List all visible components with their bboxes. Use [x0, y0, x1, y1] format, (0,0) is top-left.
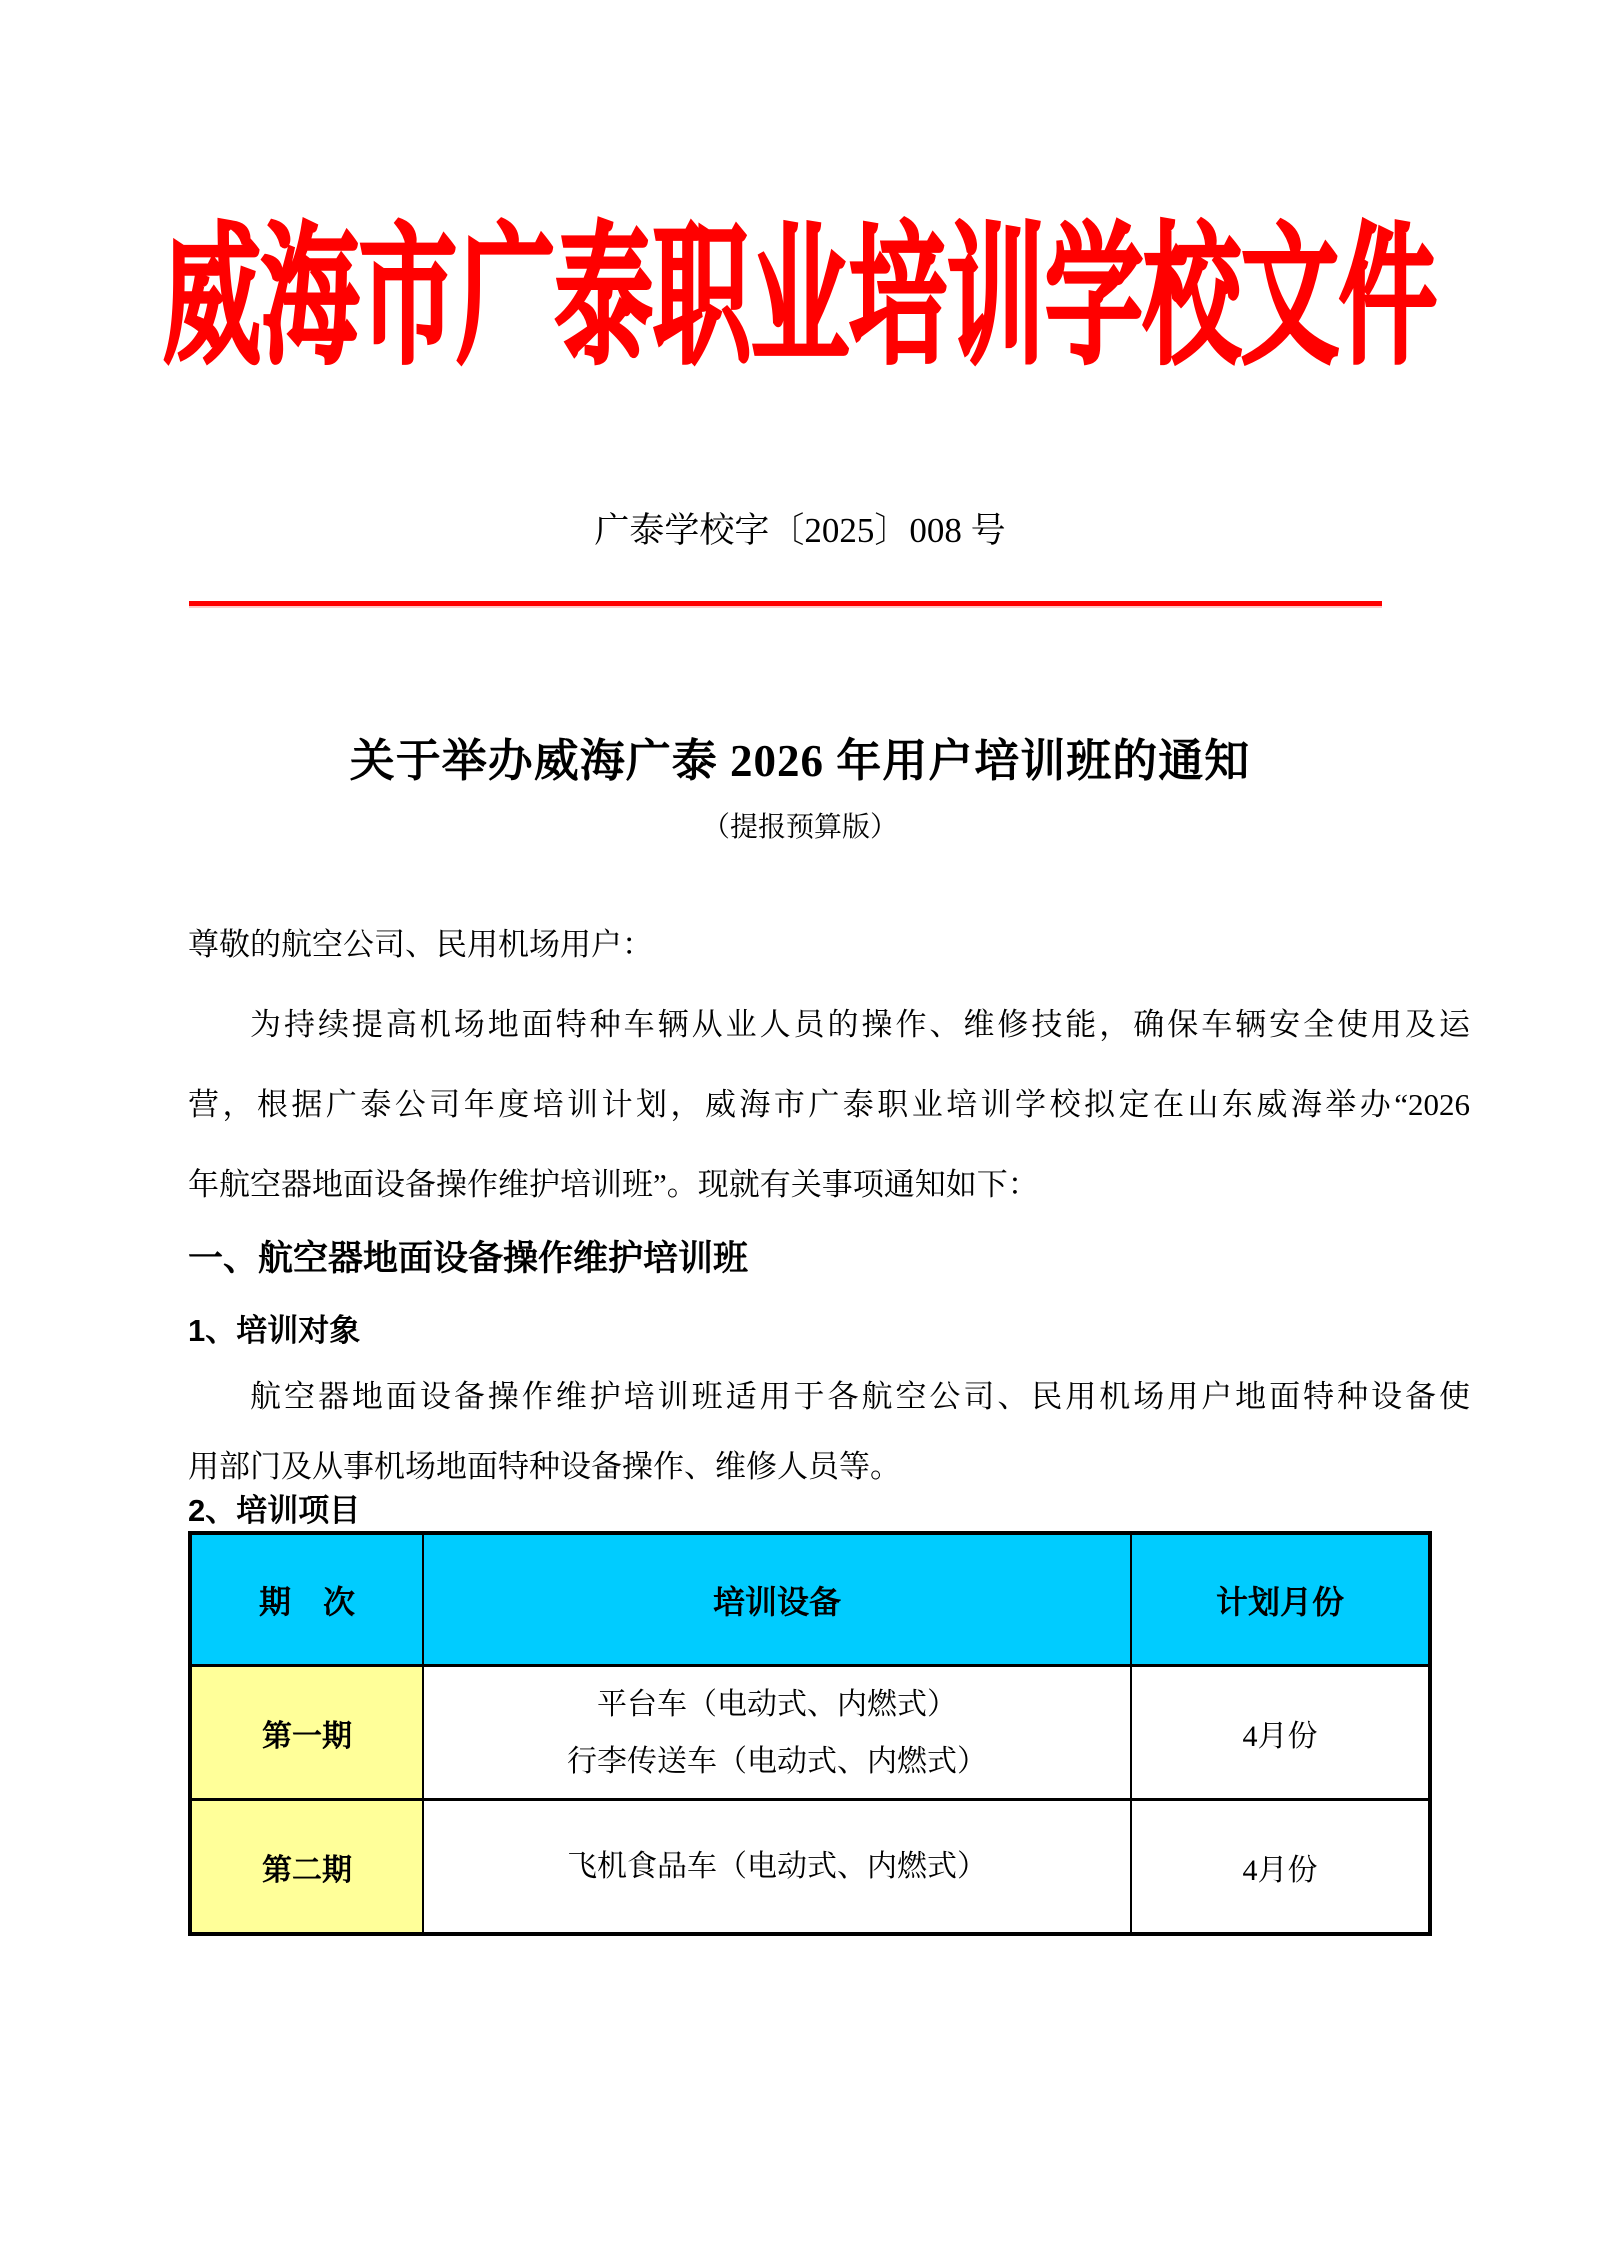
- greeting-line: 尊敬的航空公司、民用机场用户：: [188, 927, 653, 962]
- paragraph-line: 为持续提高机场地面特种车辆从业人员的操作、维修技能，确保车辆安全使用及运: [250, 1007, 1470, 1042]
- table-header-month: 计划月份: [1131, 1533, 1430, 1666]
- paragraph-line: 营，根据广泰公司年度培训计划，威海市广泰职业培训学校拟定在山东威海举办“2026: [188, 1087, 1470, 1122]
- section-heading-1: 一、航空器地面设备操作维护培训班: [188, 1239, 749, 1278]
- paragraph-line: 年航空器地面设备操作维护培训班”。现就有关事项通知如下：: [188, 1167, 1039, 1202]
- notice-title: 关于举办威海广泰 2026 年用户培训班的通知: [349, 736, 1251, 786]
- table-header-phase: 期 次: [190, 1533, 423, 1666]
- document-number: 广泰学校字〔2025〕008 号: [594, 511, 1006, 550]
- month-cell: 4月份: [1131, 1800, 1430, 1935]
- equipment-line: 行李传送车（电动式、内燃式）: [567, 1744, 987, 1778]
- notice-subtitle: （提报预算版）: [701, 812, 898, 843]
- equipment-cell: [423, 1800, 1131, 1935]
- month-cell: 4月份: [1131, 1666, 1430, 1800]
- equipment-line: 平台车（电动式、内燃式）: [597, 1687, 957, 1721]
- paragraph-line: 航空器地面设备操作维护培训班适用于各航空公司、民用机场用户地面特种设备使: [250, 1379, 1470, 1414]
- sub-heading-training-target: 1、培训对象: [188, 1313, 361, 1348]
- training-schedule-table: [188, 1531, 1432, 1936]
- table-row: [190, 1666, 1430, 1800]
- equipment-line: 飞机食品车（电动式、内燃式）: [567, 1850, 987, 1883]
- red-divider-line: [189, 601, 1382, 608]
- phase-cell: 第一期: [190, 1666, 423, 1800]
- phase-cell: 第二期: [190, 1800, 423, 1935]
- table-row: [190, 1800, 1430, 1935]
- paragraph-line: 用部门及从事机场地面特种设备操作、维修人员等。: [188, 1449, 901, 1484]
- table-header-equipment: 培训设备: [423, 1533, 1131, 1666]
- table-header-row: [190, 1533, 1430, 1666]
- equipment-cell: [423, 1666, 1131, 1800]
- sub-heading-training-items: 2、培训项目: [188, 1493, 361, 1528]
- banner-title: 威海市广泰职业培训学校文件: [162, 215, 1437, 384]
